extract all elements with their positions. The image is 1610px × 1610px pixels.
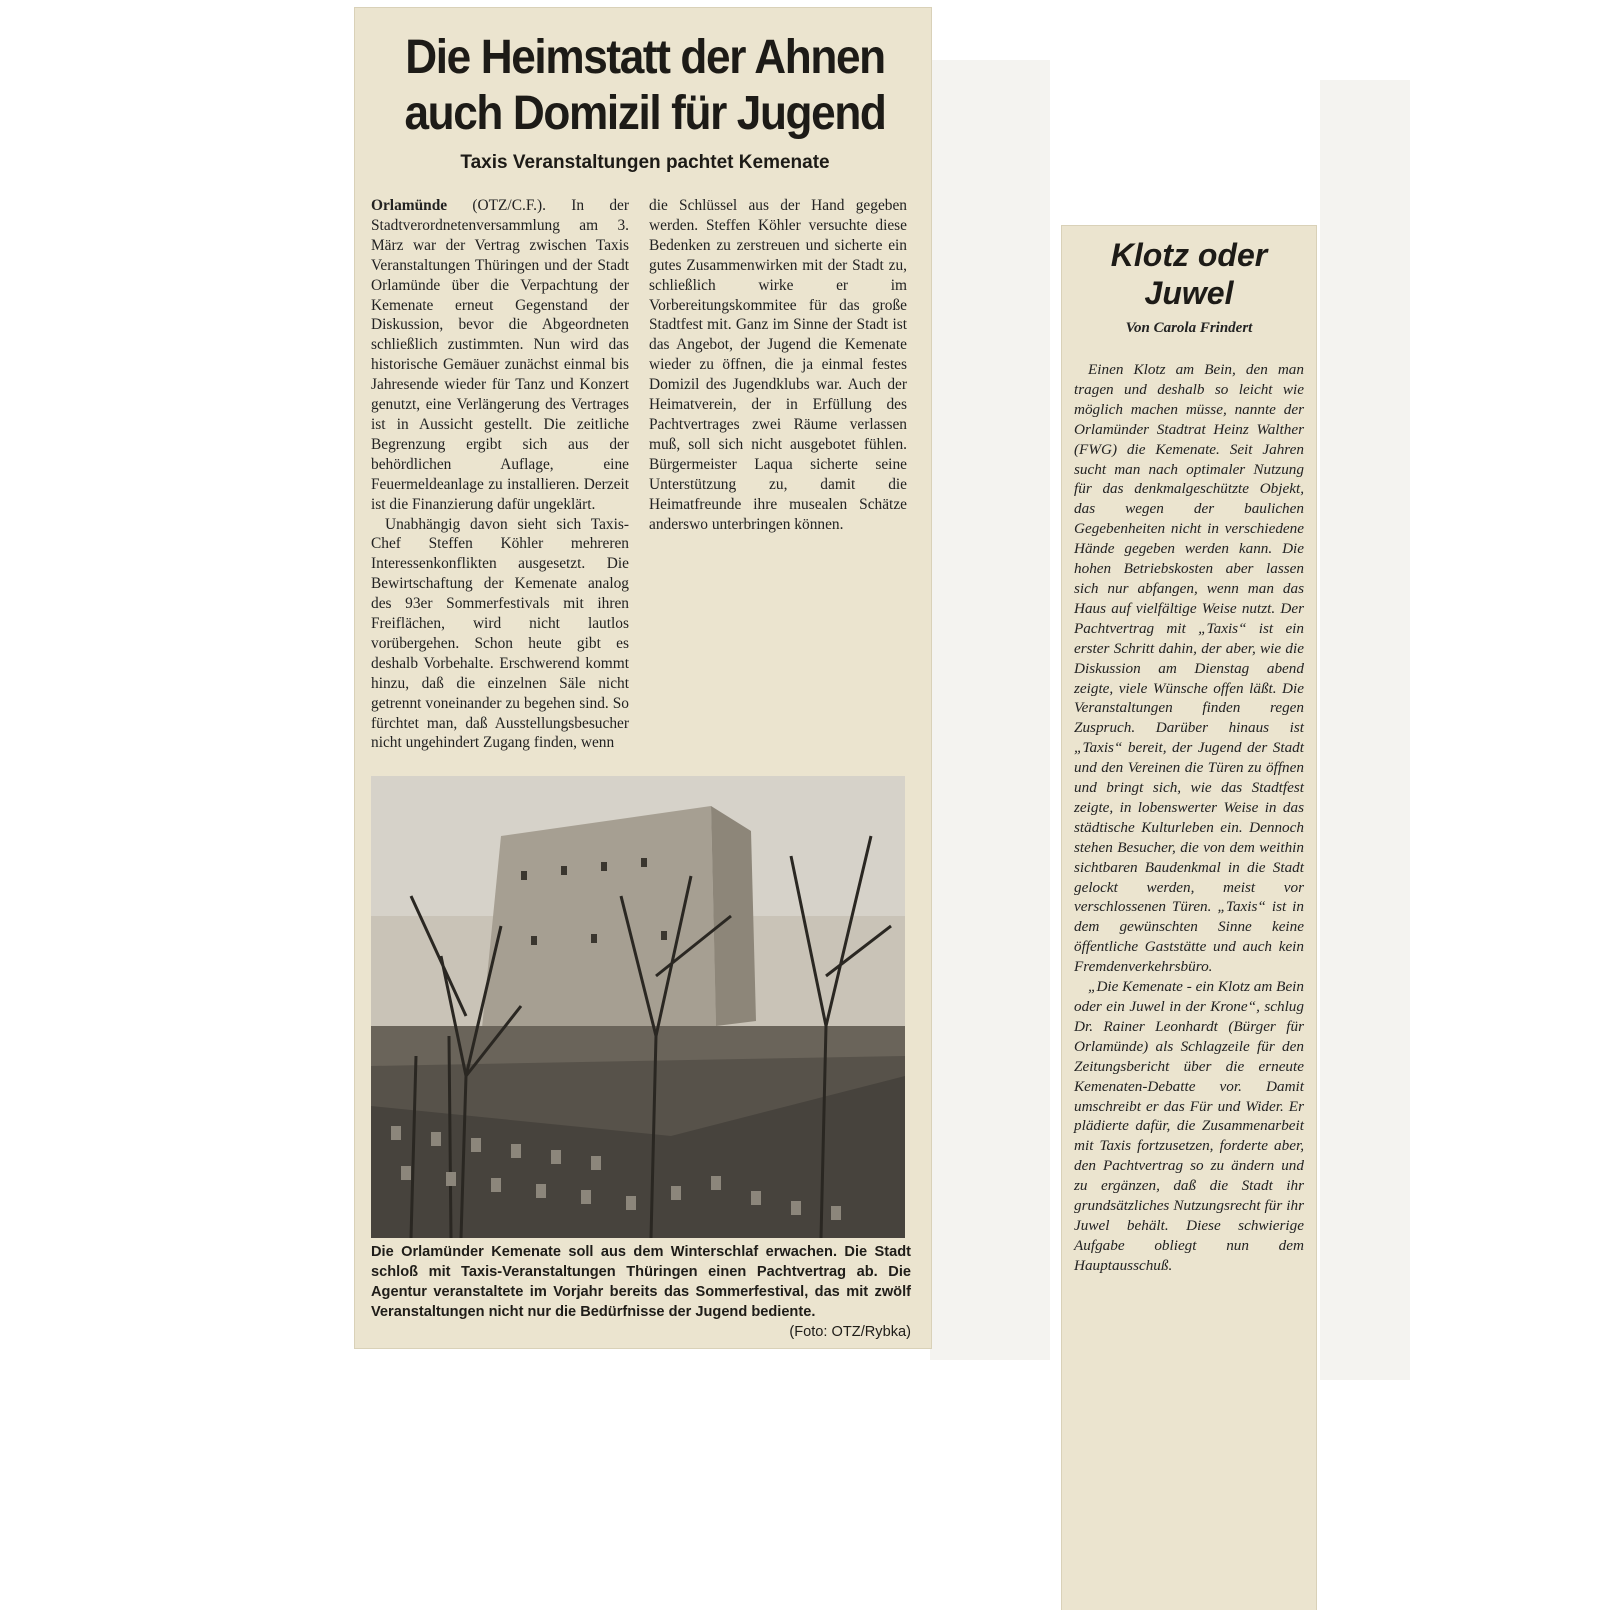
article-paragraph-2-continued: die Schlüssel aus der Hand gegeben werden. Steffen Köhler versuchte diese Bedenken zu zerstreuen und sicherte ein gutes Zusammenwirken mit der Stadt zu, schließlich wirke er im Vorbereitungskommitee für das große Stadtfest mit. Ganz im Sinne der Stadt ist das Angebot, der Jugend die Kemenate wieder zu öffnen, die ja einmal festes Domizil des Jugendklubs war. Auch der Heimatverein, der in Erfüllung des Pachtvertrages zwei Räume verlassen muß, soll sich nicht ausgebotet fühlen. Bürgermeister Laqua sicherte seine Unterstützung zu, damit die Heimatfreunde ihre musealen Schätze anderswo unterbringen können. — [649, 197, 907, 533]
scan-bleed-through — [930, 60, 1050, 1360]
photo-caption — [371, 1242, 911, 1342]
headline — [397, 30, 894, 142]
side-paragraph-1: Einen Klotz am Bein, den man tragen und deshalb so leicht wie möglich machen müsse, nannte der Orlamünder Stadtrat Heinz Walther (FWG) die Kemenate. Seit Jahren sucht man nach optimaler Nutzung für das denkmalgeschützte Objekt, das wegen der baulichen Gegebenheiten nicht in verschiedene Hände gegeben werden kann. Die hohen Betriebskosten aber lassen sich nur abfangen, wenn man das Haus auf vielfältige Weise nutzt. Der Pachtvertrag mit „Taxis“ ist ein erster Schritt dahin, der aber, wie die Diskussion am Dienstag abend zeigte, viele Wünsche offen läßt. Die Veranstaltungen finden regen Zuspruch. Darüber hinaus ist „Taxis“ bereit, der Jugend der Stadt und den Vereinen die Türen zu öffnen und bringt sich, wie das Stadtfest zeigte, in lobenswerter Weise in das städtische Kulturleben ein. Dennoch stehen Besucher, die von dem weithin sichtbaren Baudenkmal in die Stadt gelockt werden, meist vor verschlossenen Türen. „Taxis“ ist in dem gewünschten Sinne keine öffentliche Gaststätte und auch kein Fremdenverkehrsbüro. — [1074, 361, 1304, 976]
side-title-line-1: Klotz oder — [1110, 237, 1268, 273]
side-article-clipping — [1062, 226, 1316, 1610]
side-title-line-2: Juwel — [1144, 275, 1234, 311]
paragraph-1-text: (OTZ/C.F.). In der Stadtverordnetenversammlung am 3. März war der Vertrag zwischen Taxis Veranstaltungen Thüringen und der Stadt Orlamünde über die Verpachtung der Kemenate erneut Gegenstand der Diskussion, bevor die Abgeordneten schließlich zustimmten. Nun wird das historische Gemäuer zunächst einmal bis Jahresende wieder für Tanz und Konzert genutzt, eine Verlängerung des Vertrages ist in Aussicht gestellt. Die zeitliche Begrenzung ergibt sich aus der behördlichen Auflage, eine Feuermeldeanlage zu installieren. Derzeit ist die Finanzierung dafür ungeklärt. — [371, 197, 629, 513]
side-article-body — [1074, 360, 1304, 1276]
main-article-clipping — [355, 8, 931, 1348]
article-paragraph-1 — [371, 196, 629, 515]
article-column-left — [371, 196, 629, 753]
dateline: Orlamünde — [371, 197, 448, 214]
kemenate-photo — [371, 776, 905, 1238]
subheadline: Taxis Veranstaltungen pachtet Kemenate — [460, 152, 830, 173]
scan-bleed-through — [1320, 80, 1410, 1380]
article-column-right — [649, 196, 907, 534]
article-paragraph-2: Unabhängig davon sieht sich Taxis-Chef Steffen Köhler mehreren Interessenkonflikten ausgesetzt. Die Bewirtschaftung der Kemenate analog des 93er Sommerfestivals mit ihren Freiflächen, wird nicht lautlos vorübergehen. Schon heute gibt es deshalb Vorbehalte. Erschwerend kommt hinzu, daß die einzelnen Säle nicht getrennt voneinander zu begehen sind. So fürchtet man, daß Ausstellungsbesucher nicht ungehindert Zugang finden, wenn — [371, 515, 629, 752]
side-title — [1062, 236, 1316, 312]
photo-credit: (Foto: OTZ/Rybka) — [789, 1324, 911, 1340]
side-paragraph-2: „Die Kemenate - ein Klotz am Bein oder ein Juwel in der Krone“, schlug Dr. Rainer Leonhardt (Bürger für Orlamünde) als Schlagzeile für den Zeitungsbericht über die erneute Kemenaten-Debatte vor. Damit umschreibt er das Für und Wider. Er plädierte dafür, die Zusammenarbeit mit Taxis fortzusetzen, forderte aber, den Pachtvertrag so zu ändern und zu ergänzen, daß die Stadt ihr grundsätzliches Nutzungsrecht für ihr Juwel behält. Diese schwierige Aufgabe obliegt nun dem Hauptausschuß. — [1074, 978, 1304, 1274]
kemenate-photo-drawing — [371, 776, 905, 1238]
headline-line-1: Die Heimstatt der Ahnen — [405, 31, 885, 84]
caption-text: Die Orlamünder Kemenate soll aus dem Winterschlaf erwachen. Die Stadt schloß mit Taxis-Veranstaltungen Thüringen einen Pachtvertrag ab. Die Agentur veranstaltete im Vorjahr bereits das Sommerfestival, das mit zwölf Veranstaltungen nicht nur die Bedürfnisse der Jugend bediente. — [371, 1244, 911, 1320]
headline-line-2: auch Domizil für Jugend — [404, 87, 886, 140]
side-author: Von Carola Frindert — [1125, 320, 1253, 336]
